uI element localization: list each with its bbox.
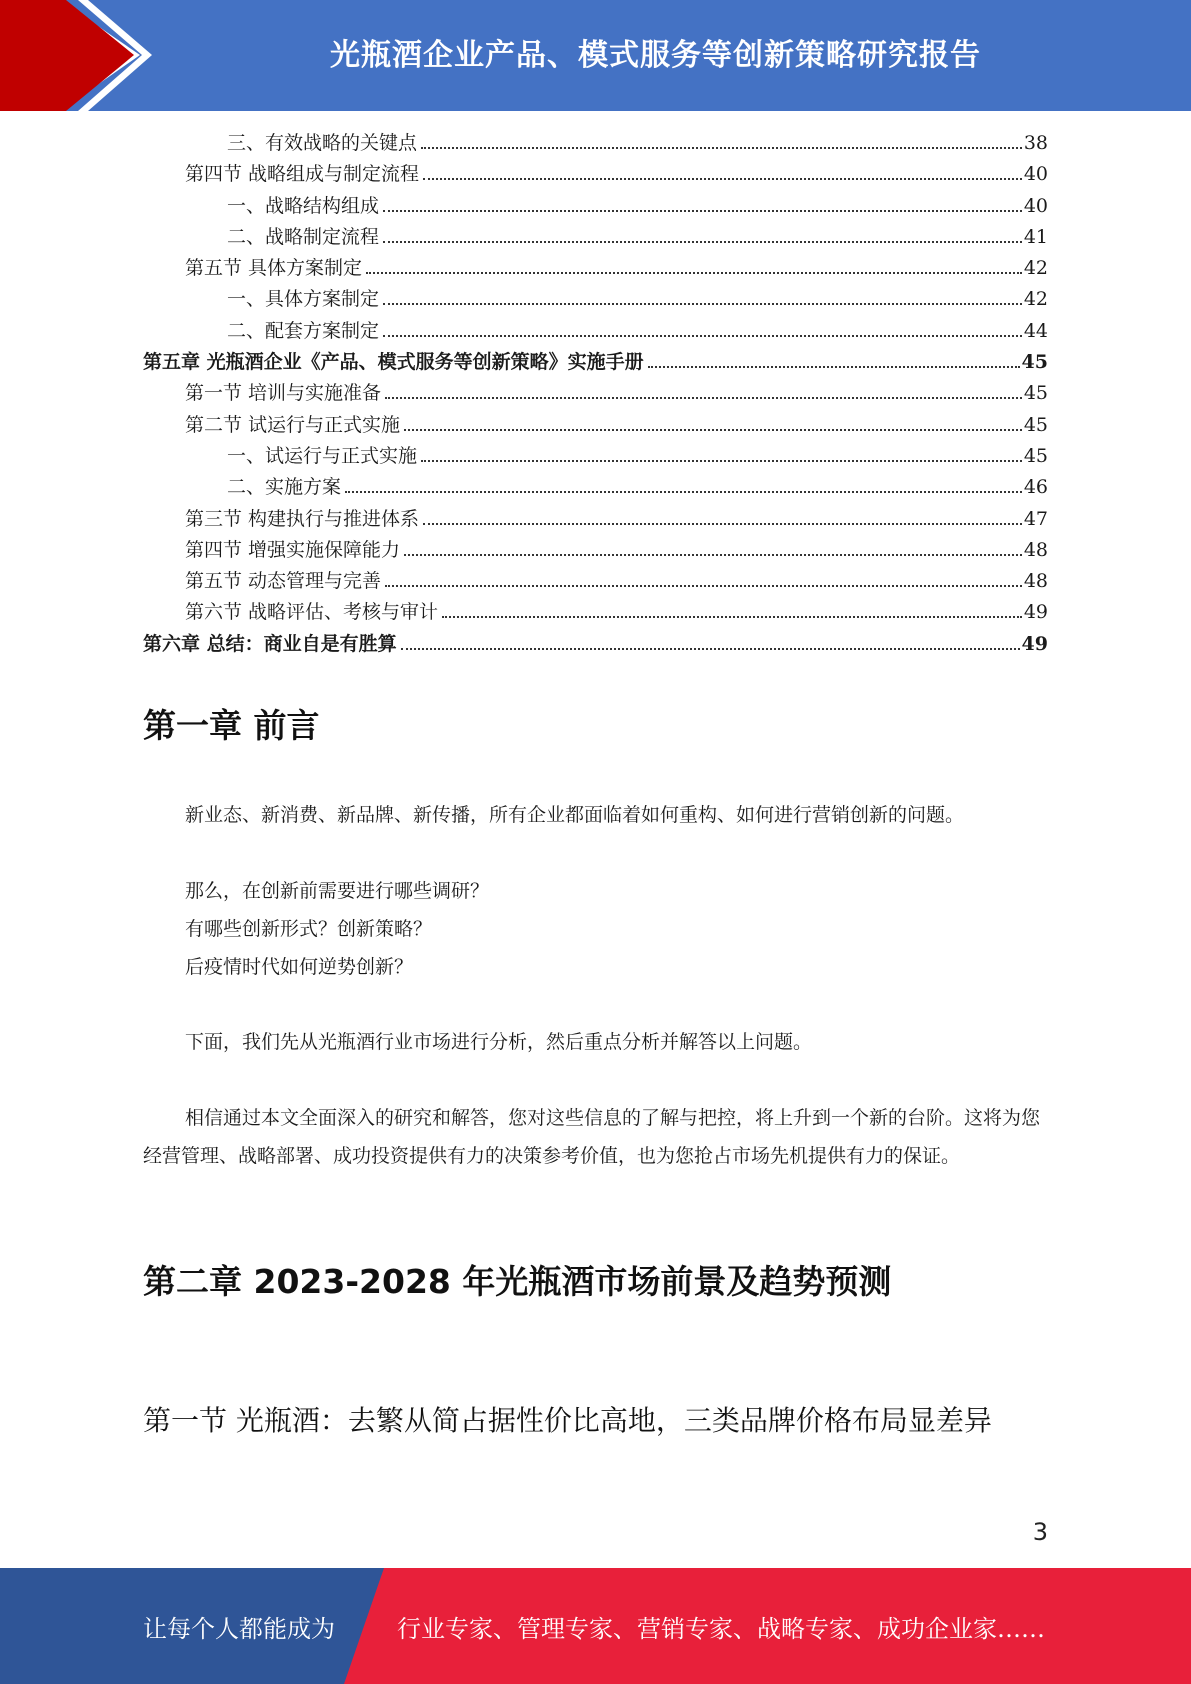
toc-entry[interactable] [143, 441, 1048, 472]
toc-entry-title: 三、有效战略的关键点 [227, 132, 418, 154]
toc-leader-dots [383, 222, 1022, 243]
toc-entry-title: 第四节 战略组成与制定流程 [185, 163, 420, 186]
question-item: 有哪些创新形式？创新策略？ [185, 918, 433, 940]
toc-entry-title: 第六节 战略评估、考核与审计 [185, 601, 439, 624]
toc-leader-dots [648, 347, 1020, 368]
toc-entry[interactable] [143, 159, 1048, 190]
toc-entry-title: 二、配套方案制定 [227, 319, 380, 342]
toc-leader-dots [423, 504, 1022, 525]
toc-entry-title: 第一节 培训与实施准备 [185, 382, 382, 405]
toc-entry-title: 一、具体方案制定 [227, 288, 380, 311]
toc-leader-dots [385, 566, 1022, 587]
toc-entry-page: 47 [1023, 507, 1048, 530]
toc-entry-page: 49 [1023, 601, 1048, 624]
toc-entry[interactable] [143, 597, 1048, 628]
toc-entry[interactable] [143, 128, 1048, 159]
toc-entry[interactable] [143, 191, 1048, 222]
toc-entry-page: 45 [1023, 382, 1048, 405]
toc-entry[interactable] [143, 378, 1048, 409]
toc-leader-dots [385, 378, 1022, 399]
toc-entry-page: 48 [1023, 538, 1048, 561]
toc-entry-page: 42 [1023, 257, 1048, 280]
toc-entry-title: 第五章 光瓶酒企业《产品、模式服务等创新策略》实施手册 [143, 351, 644, 374]
toc-entry-title: 第五节 动态管理与完善 [185, 570, 382, 593]
toc-entry-title: 第三节 构建执行与推进体系 [185, 507, 420, 530]
toc-entry[interactable] [143, 347, 1048, 378]
toc-entry-page: 45 [1021, 351, 1048, 374]
toc-leader-dots [421, 441, 1022, 462]
toc-entry-page: 48 [1023, 570, 1048, 593]
report-title: 光瓶酒企业产品、模式服务等创新策略研究报告 [330, 38, 981, 73]
toc-leader-dots [423, 159, 1022, 180]
toc-entry-title: 二、战略制定流程 [227, 225, 380, 248]
page-header [0, 0, 1191, 111]
question-item: 后疫情时代如何逆势创新？ [185, 956, 414, 978]
footer-slogan-right: 行业专家、管理专家、营销专家、战略专家、成功企业家…… [397, 1614, 1045, 1643]
toc-entry[interactable] [143, 284, 1048, 315]
toc-entry-title: 第二节 试运行与正式实施 [185, 413, 401, 436]
toc-entry[interactable] [143, 316, 1048, 347]
toc-entry-title: 一、战略结构组成 [227, 194, 380, 217]
toc-entry-title: 第六章 总结：商业自是有胜算 [143, 632, 397, 655]
toc-entry-page: 49 [1021, 632, 1048, 655]
page-number: 3 [1032, 1518, 1048, 1546]
toc-entry[interactable] [143, 410, 1048, 441]
intro-paragraph: 新业态、新消费、新品牌、新传播，所有企业都面临着如何重构、如何进行营销创新的问题。 [185, 804, 965, 826]
toc-entry-title: 二、实施方案 [227, 476, 342, 499]
value-paragraph: 相信通过本文全面深入的研究和解答，您对这些信息的了解与把控，将上升到一个新的台阶。这将为您经营管理、战略部署、成功投资提供有力的决策参考价值，也为您抢占市场先机提供有力的保证。 [143, 1107, 1041, 1167]
section-1-heading: 第一节 光瓶酒：去繁从简占据性价比高地，三类品牌价格布局显差异 [143, 1404, 992, 1437]
toc-entry-page: 45 [1023, 444, 1048, 467]
toc-entry-page: 40 [1023, 163, 1048, 186]
toc-leader-dots [404, 410, 1022, 431]
analysis-paragraph: 下面，我们先从光瓶酒行业市场进行分析，然后重点分析并解答以上问题。 [185, 1031, 813, 1053]
toc-leader-dots [383, 284, 1022, 305]
toc-entry[interactable] [143, 629, 1048, 660]
toc-entry[interactable] [143, 222, 1048, 253]
toc-leader-dots [401, 629, 1020, 650]
toc-leader-dots [421, 128, 1022, 149]
toc-leader-dots [345, 472, 1022, 493]
table-of-contents [143, 128, 1048, 660]
question-list [143, 872, 1048, 986]
toc-entry-page: 42 [1023, 288, 1048, 311]
toc-leader-dots [383, 191, 1022, 212]
toc-entry-page: 45 [1023, 413, 1048, 436]
toc-entry[interactable] [143, 535, 1048, 566]
toc-entry-title: 第五节 具体方案制定 [185, 257, 363, 280]
toc-entry-page: 41 [1023, 225, 1048, 248]
page-footer [0, 1568, 1191, 1684]
toc-leader-dots [442, 597, 1022, 618]
toc-entry[interactable] [143, 566, 1048, 597]
toc-entry-title: 第四节 增强实施保障能力 [185, 538, 401, 561]
toc-entry-page: 44 [1023, 319, 1048, 342]
toc-entry-page: 40 [1023, 194, 1048, 217]
toc-entry[interactable] [143, 504, 1048, 535]
chapter-1-heading: 第一章 前言 [143, 706, 320, 745]
toc-leader-dots [366, 253, 1022, 274]
toc-entry-title: 一、试运行与正式实施 [227, 444, 418, 467]
toc-entry-page: 46 [1023, 476, 1048, 499]
toc-leader-dots [383, 316, 1022, 337]
question-item: 那么，在创新前需要进行哪些调研？ [185, 880, 490, 902]
toc-leader-dots [404, 535, 1022, 556]
toc-entry[interactable] [143, 472, 1048, 503]
toc-entry[interactable] [143, 253, 1048, 284]
toc-entry-page: 38 [1023, 132, 1048, 154]
footer-slogan-left: 让每个人都能成为 [143, 1614, 335, 1643]
chapter-2-heading: 第二章 2023-2028 年光瓶酒市场前景及趋势预测 [143, 1262, 892, 1301]
